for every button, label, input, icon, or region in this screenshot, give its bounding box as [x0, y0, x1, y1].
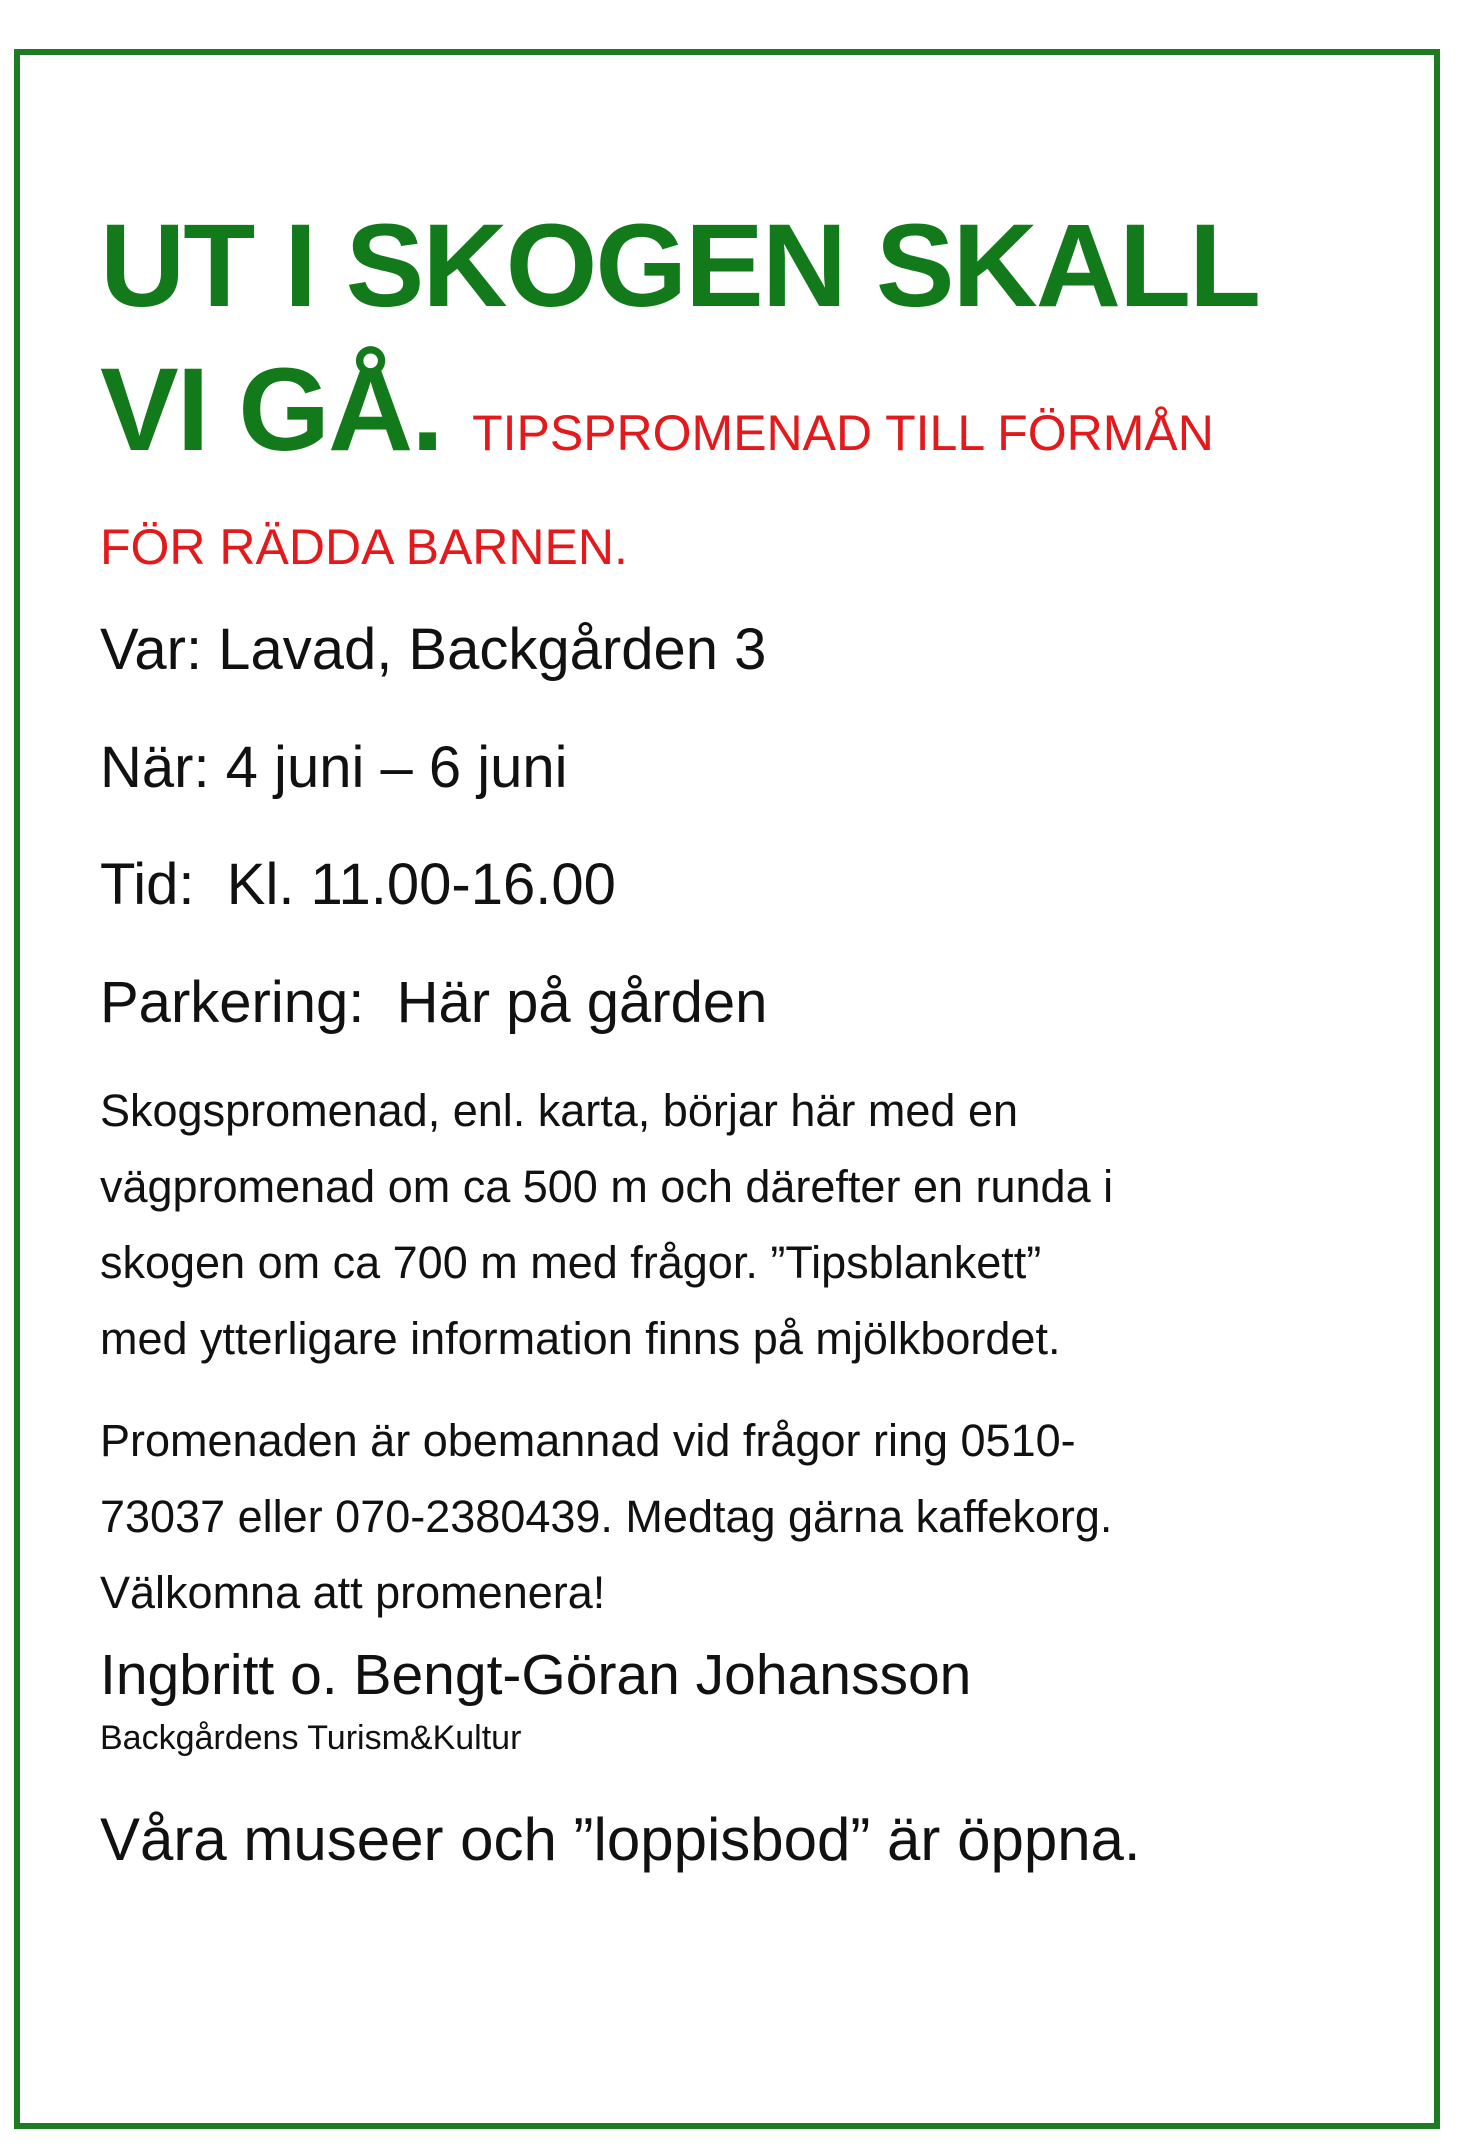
contact-line: 73037 eller 070-2380439. Medtag gärna kaffekorg. — [100, 1491, 1113, 1543]
closing-line: Våra museer och ”loppisbod” är öppna. — [100, 1806, 1141, 1874]
info-when: När: 4 juni – 6 juni — [100, 734, 568, 800]
description-line: Skogspromenad, enl. karta, börjar här med en — [100, 1085, 1018, 1137]
subtitle-part-2: FÖR RÄDDA BARNEN. — [100, 518, 628, 575]
organization-name: Backgårdens Turism&Kultur — [100, 1718, 522, 1757]
info-time: Tid: Kl. 11.00-16.00 — [100, 852, 616, 918]
description-line: vägpromenad om ca 500 m och därefter en runda i — [100, 1161, 1114, 1213]
subtitle-part-1: TIPSPROMENAD TILL FÖRMÅN — [472, 404, 1214, 461]
poster-content — [100, 195, 1380, 1876]
info-where: Var: Lavad, Backgården 3 — [100, 616, 767, 682]
info-parking: Parkering: Här på gården — [100, 969, 768, 1035]
description-line: med ytterligare information finns på mjölkbordet. — [100, 1313, 1061, 1365]
headline-line-2: VI GÅ. — [100, 343, 443, 476]
contact-paragraph — [100, 1403, 1380, 1631]
signature-names: Ingbritt o. Bengt-Göran Johansson — [100, 1643, 972, 1708]
headline-line-1: UT I SKOGEN SKALL — [100, 200, 1260, 332]
description-line: skogen om ca 700 m med frågor. ”Tipsblankett” — [100, 1237, 1042, 1289]
contact-line: Promenaden är obemannad vid frågor ring 0510- — [100, 1415, 1076, 1467]
description-paragraph — [100, 1073, 1380, 1377]
contact-line: Välkomna att promenera! — [100, 1567, 606, 1619]
headline — [100, 195, 1380, 483]
